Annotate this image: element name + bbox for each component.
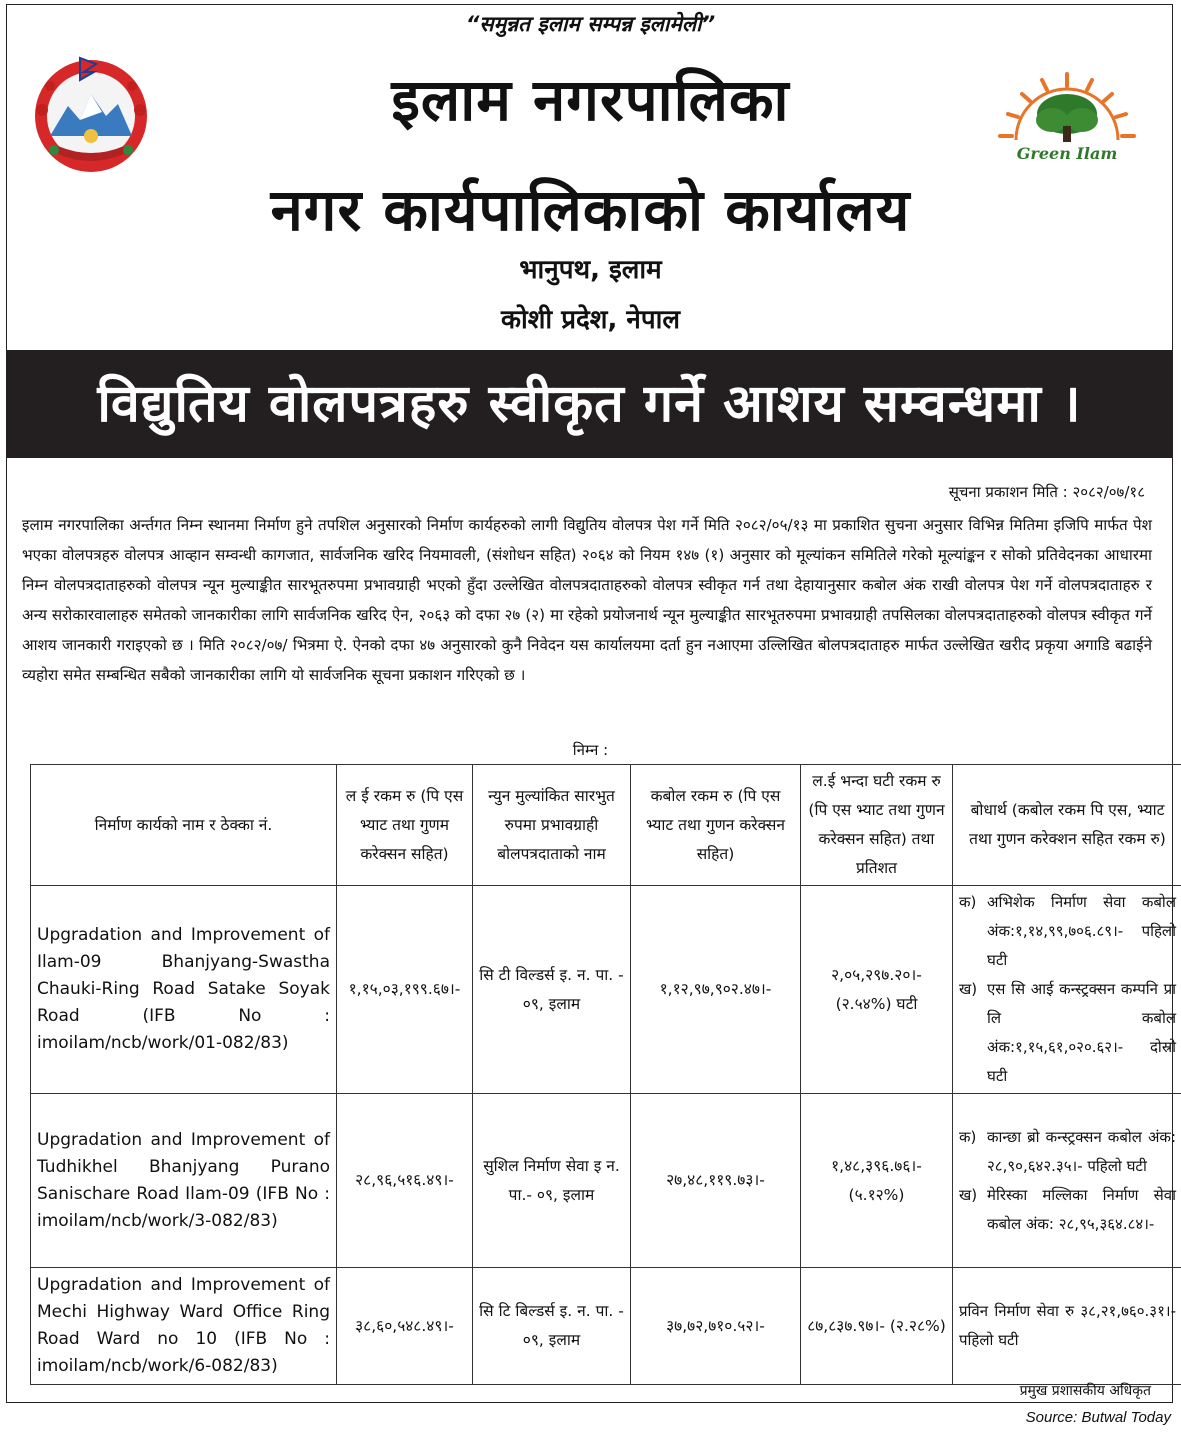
table-row [31,886,1181,1094]
slogan: “समुन्नत इलाम सम्पन्न इलामेली” [465,12,716,36]
header-difference: ल.ई भन्दा घटी रकम रु (पि एस भ्याट तथा गुणन करेक्सन सहित) तथा प्रतिशत [801,765,953,886]
bid-table [30,764,1181,1385]
other-bid-key: ख) [959,1185,978,1204]
header-estimate: ल ई रकम रु (पि एस भ्याट तथा गुणम करेक्सन सहित) [337,765,473,886]
table-caption: निम्न : [572,741,609,759]
work-name: Upgradation and Improvement of Tudhikhel Bhanjyang Purano Sanischare Road Ilam-09 (IFB No : imoilam/ncb/work/3-082/83) [31,1094,337,1268]
table-header-row [31,765,1181,886]
other-bid-key: क) [959,1127,977,1146]
publication-date: सूचना प्रकाशन मिति : २०८२/०७/१८ [948,483,1145,501]
other-bids [953,886,1181,1094]
bidder-name: सुशिल निर्माण सेवा इ न. पा.- ०९, इलाम [473,1094,631,1268]
difference-amount: १,४८,३९६.७६।- (५.१२%) [801,1094,953,1268]
other-bid-item [959,975,1176,1091]
bid-amount: १,१२,९७,९०२.४७।- [631,886,801,1094]
other-bid-item [959,1123,1176,1181]
other-bid-text: कान्छा ब्रो कन्स्ट्रक्सन कबोल अंक: २८,९०,६४२.३५।- पहिलो घटी [987,1127,1176,1175]
estimate-amount: ३८,६०,५४८.४९।- [337,1268,473,1385]
header-bid-amount: कबोल रकम रु (पि एस भ्याट तथा गुणन करेक्सन सहित) [631,765,801,886]
header-work-name: निर्माण कार्यको नाम र ठेक्का नं. [31,765,337,886]
difference-amount: ८७,८३७.९७।- (२.२८%) [801,1268,953,1385]
address-line-1: भानुपथ, इलाम [519,255,662,285]
header-other-bids: बोधार्थ (कबोल रकम पि एस, भ्याट तथा गुणन करेक्शन सहित रकम रु) [953,765,1181,886]
bidder-name: सि टि बिल्डर्स इ. न. पा. - ०९, इलाम [473,1268,631,1385]
source-credit: Source: Butwal Today [1025,1409,1171,1426]
other-bid-text: मेरिस्का मल्लिका निर्माण सेवा कबोल अंक: २८,९५,३६४.८४।- [987,1185,1176,1233]
work-name: Upgradation and Improvement of Mechi Highway Ward Office Ring Road Ward no 10 (IFB No : imoilam/ncb/work/6-082/83) [31,1268,337,1385]
signature-title: प्रमुख प्रशासकीय अधिकृत [1019,1383,1151,1399]
other-bid-text: अभिशेक निर्माण सेवा कबोल अंक:१,१४,९९,७०६.८९।- पहिलो घटी [987,893,1176,969]
other-bid-item [959,888,1176,975]
green-ilam-label: Green Ilam [1016,144,1118,163]
header-bidder: न्युन मुल्यांकित सारभुत रुपमा प्रभावग्राही बोलपत्रदाताको नाम [473,765,631,886]
notice-banner: विद्युतिय वोलपत्रहरु स्वीकृत गर्ने आशय सम्वन्धमा । [6,350,1173,458]
estimate-amount: १,१५,०३,१९९.६७।- [337,886,473,1094]
other-bid-text: प्रविन निर्माण सेवा रु ३८,२१,७६०.३१।- पहिलो घटी [959,1302,1176,1349]
notice-body: इलाम नगरपालिका अर्न्तगत निम्न स्थानमा निर्माण हुने तपशिल अनुसारको निर्माण कार्यहरुको लागी विद्युतिय वोलपत्र पेश गर्ने मिति २०८२/०५/१३ मा प्रकाशित सुचना अनुसार विभिन्न मितिमा इजिपि मार्फत पेश भएका वोलपत्रहरु वोलपत्र आव्हान सम्वन्धी कागजात, सार्वजनिक खरिद नियमावली, (संशोधन सहित) २०६४ को नियम १४७ (१) अनुसार को मूल्यांकन समितिले गरेको मूल्यांङ्कन र सोको प्रतिवेदनका आधारमा निम्न वोलपत्रदाताहरुको वोलपत्र न्यून मुल्याङ्कीत सारभूतरुपमा प्रभावग्राही भएको हुँदा उल्लेखित वोलपत्रदाताहरुको वोलपत्र स्वीकृत गर्न तथा देहायानुसार कबोल अंक राखी वोलपत्र पेश गर्ने वोलपत्रदाताहरु र अन्य सरोकारवालाहरु समेतको जानकारीका लागि सार्वजनिक खरिद ऐन, २०६३ को दफा २७ (२) मा रहेको प्रयोजनार्थ न्यून मुल्याङ्कीत सारभूतरुपमा प्रभावग्राही तपसिलका वोलपत्रदाताहरुको वोलपत्र स्वीकृत गर्ने आशय जानकारी गराइएको छ । मिति २०८२/०७/ भित्रमा ऐ. ऐनको दफा ४७ अनुसारको कुनै निवेदन यस कार्यालयमा दर्ता हुन नआएमा उल्लिखित बोलपत्रदाताहरु मार्फत उल्लेखित खरीद प्रकृया अगाडि बढाईने व्यहोरा समेत सम्बन्धित सबैको जानकारीका लागि यो सार्वजनिक सूचना प्रकाशन गरिएको छ । [22,516,1152,684]
office-title: नगर कार्यपालिकाको कार्यालय [270,176,911,244]
bidder-name: सि टी विल्डर्स इ. न. पा. - ०९, इलाम [473,886,631,1094]
municipality-title: इलाम नगरपालिका [391,66,790,134]
other-bid-item [959,1297,1176,1355]
other-bid-key: ख) [959,980,978,998]
other-bids [953,1268,1181,1385]
bid-amount: २७,४८,११९.७३।- [631,1094,801,1268]
other-bid-text: एस सि आई कन्स्ट्रक्सन कम्पनि प्रा लि कबोल अंक:१,१५,६१,०२०.६२।- दोस्रो घटी [987,980,1176,1085]
other-bids [953,1094,1181,1268]
bid-amount: ३७,७२,७१०.५२।- [631,1268,801,1385]
table-row [31,1094,1181,1268]
other-bid-key: क) [959,893,977,911]
work-name: Upgradation and Improvement of Ilam-09 Bhanjyang-Swastha Chauki-Ring Road Satake Soyak Road (IFB No : imoilam/ncb/work/01-082/83) [31,886,337,1094]
difference-amount: २,०५,२९७.२०।- (२.५४%) घटी [801,886,953,1094]
address-line-2: कोशी प्रदेश, नेपाल [501,305,680,335]
other-bid-item [959,1181,1176,1239]
estimate-amount: २८,९६,५१६.४९।- [337,1094,473,1268]
table-row [31,1268,1181,1385]
